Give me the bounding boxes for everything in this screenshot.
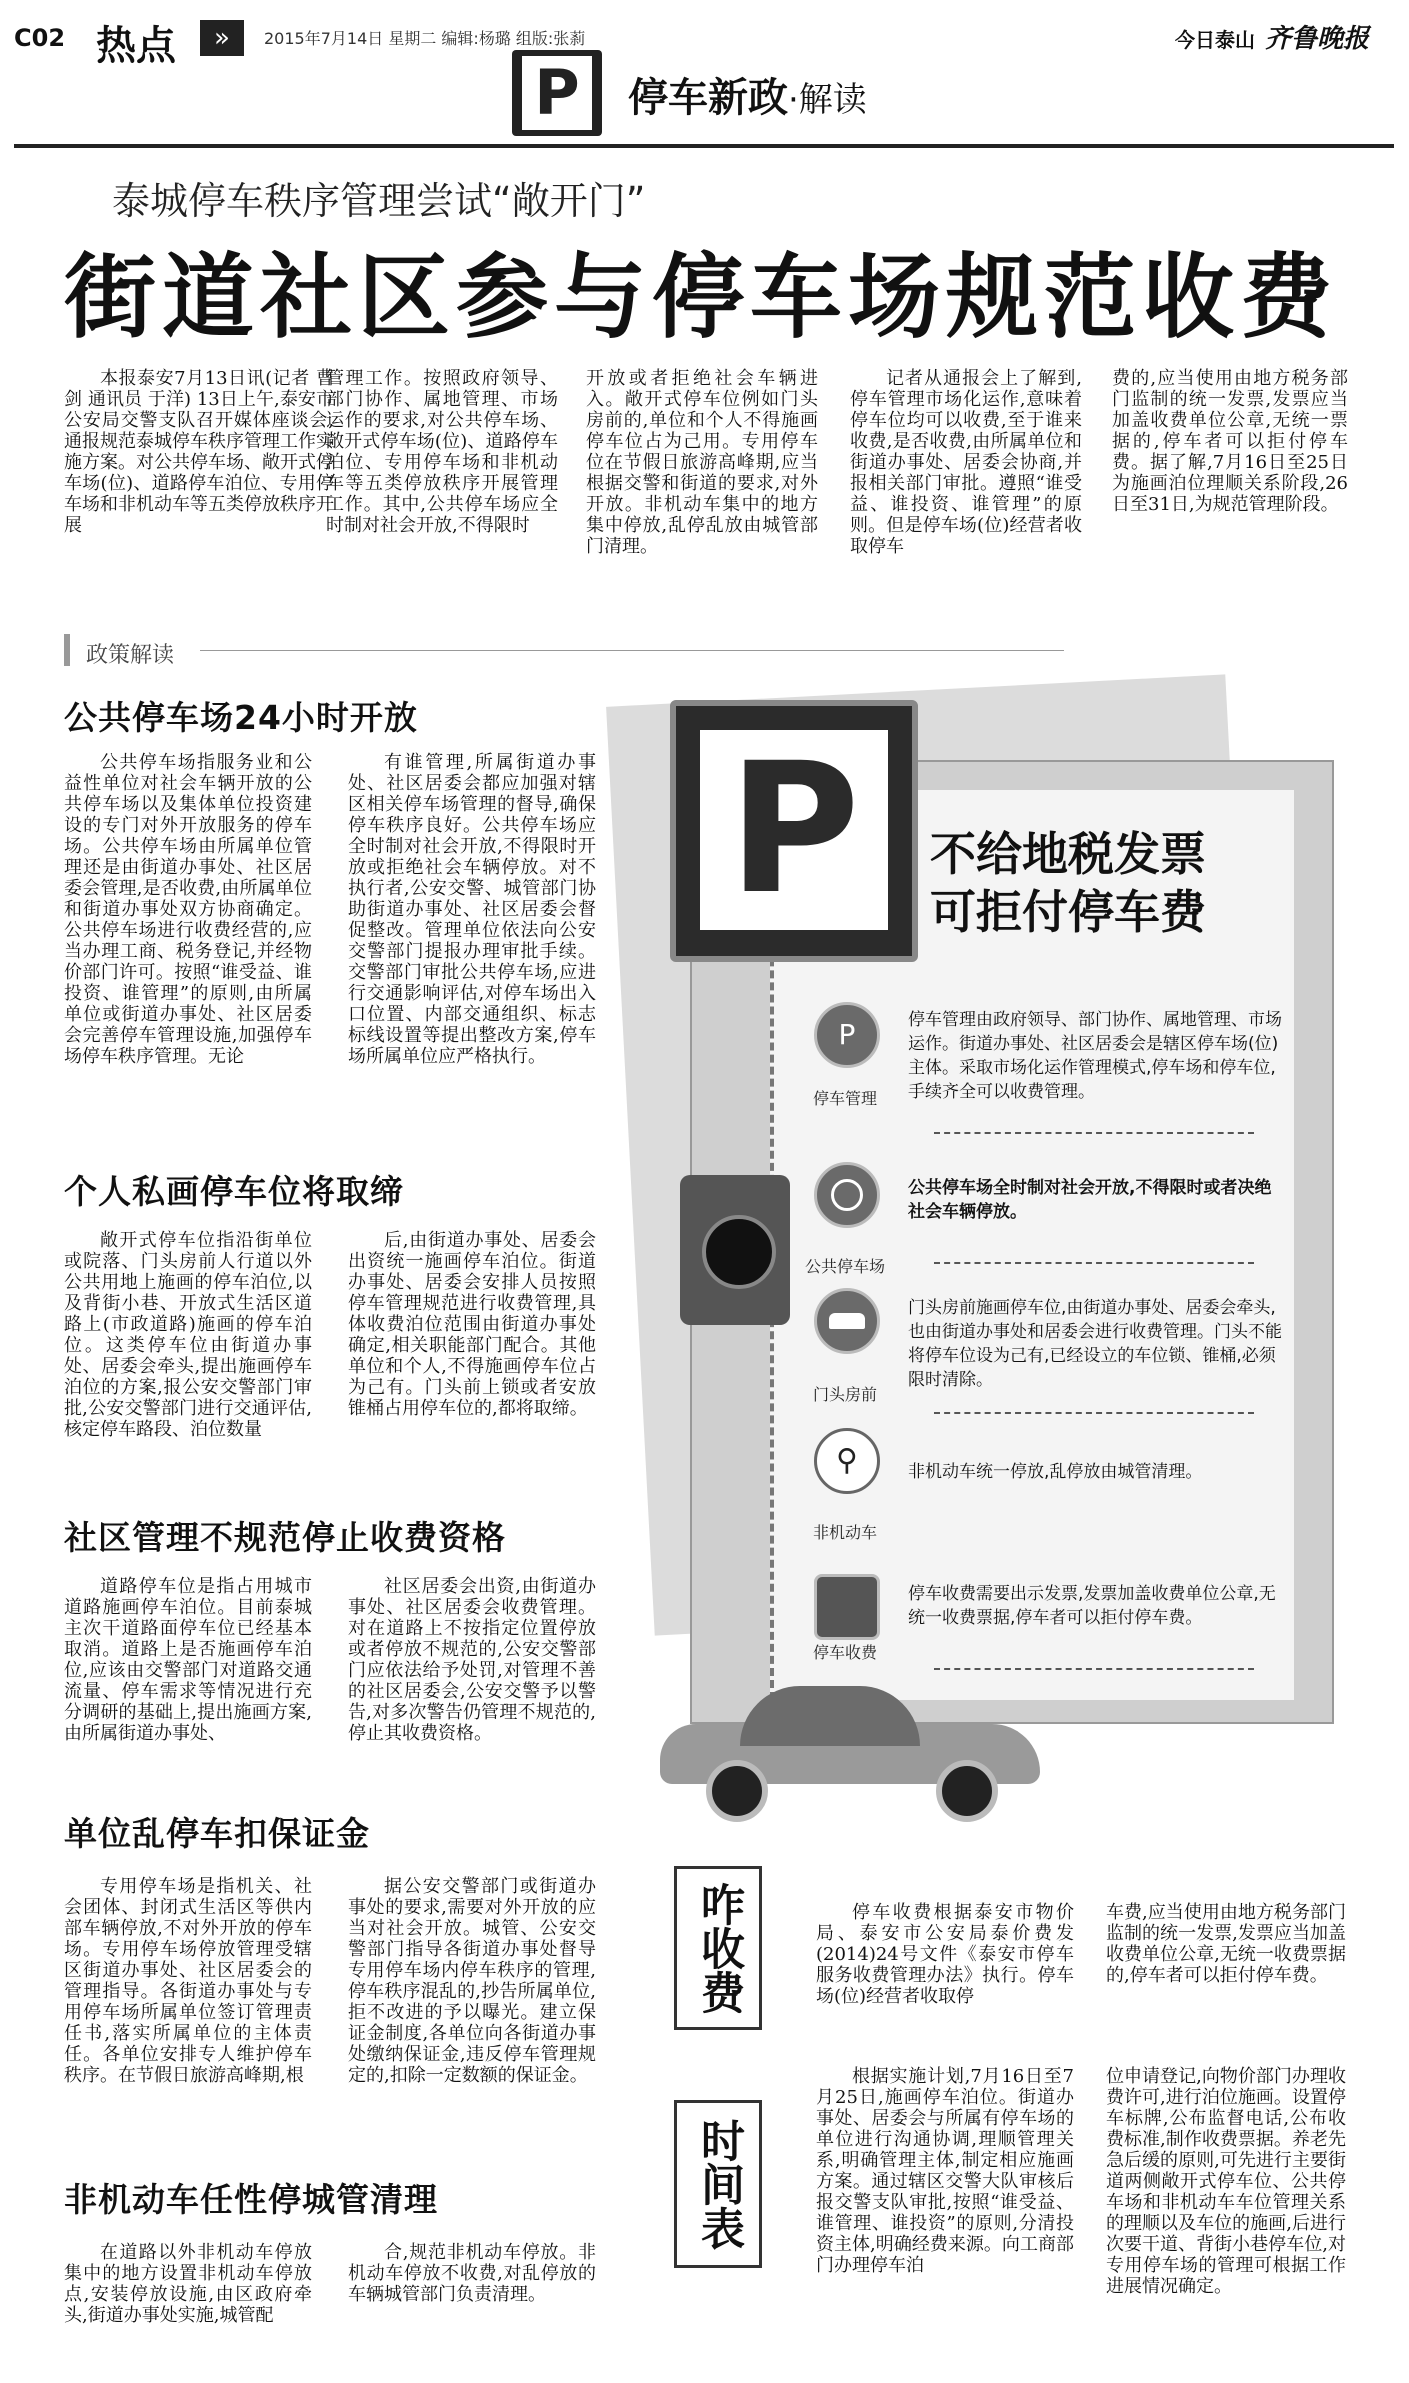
- section-name: 热点: [96, 22, 176, 69]
- section-3-title: 社区管理不规范停止收费资格: [64, 1518, 506, 1557]
- lead-col-4: [850, 368, 1082, 557]
- lead-col-5: [1112, 368, 1348, 515]
- tag-zuo-shoufei: [674, 1866, 762, 2030]
- info-text-4: 非机动车统一停放,乱停放由城管清理。: [908, 1462, 1203, 1482]
- parking-car-icon-glyph: P: [838, 1018, 856, 1051]
- section-5-title: 非机动车任性停城管清理: [64, 2180, 438, 2219]
- header-rule: [14, 144, 1394, 148]
- infographic-p-letter: P: [700, 730, 888, 930]
- info-divider-5: [934, 1668, 1254, 1670]
- shijianbiao-right-text: 位申请登记,向物价部门办理收费许可,进行泊位施画。设置停车标牌,公布监督电话,公布收费标准,制作收费票据。养老先急后缓的原则,可先进行主要街道两侧敞开式停车位、公共停车场和非机动车车位管理关系的理顺以及车位的施画,后进行次要干道、背街小巷停车位,对专用停车场的管理可根据工作进展情况确定。: [1106, 2066, 1346, 2297]
- info-label-2: 公共停车场: [804, 1257, 885, 1276]
- section-4-right: [348, 1876, 596, 2086]
- bicycle-icon: [814, 1428, 880, 1494]
- zuo-shoufei-left: [816, 1902, 1074, 2007]
- section-1-right-text: 有谁管理,所属街道办事处、社区居委会都应加强对辖区相关停车场管理的督导,确保停车秩序良好。公共停车场应全时制对社会开放,不得限时开放或拒绝社会车辆停放。对不执行者,公安交警、城管部门协助街道办事处、社区居委会督促整改。管理单位依法向公安交警部门提报办理审批手续。交警部门审批公共停车场,应进行交通影响评估,对停车场出入口位置、内部交通组织、标志标线设置等提出整改方案,停车场所属单位应严格执行。: [348, 752, 596, 1067]
- lead-col-3: [586, 368, 818, 557]
- section-2-left: [64, 1230, 312, 1440]
- section-5-right: [348, 2242, 596, 2305]
- alarm-clock-icon: [814, 1162, 880, 1228]
- section-4-left: [64, 1876, 312, 2086]
- section-1-title: 公共停车场24小时开放: [64, 698, 418, 737]
- car-wheel-front: [706, 1760, 768, 1822]
- info-text-2: 公共停车场全时制对社会开放,不得限时或者决绝社会车辆停放。: [908, 1178, 1272, 1222]
- info-divider-2: [934, 1262, 1254, 1264]
- section-2-right-text: 后,由街道办事处、居委会出资统一施画停车泊位。街道办事处、居委会安排人员按照停车管理规范进行收费管理,具体收费泊位范围由街道办事处确定,相关职能部门配合。其他单位和个人,不得施画停车位占为己有。门头前上锁或者安放锥桶占用停车位的,都将取缔。: [348, 1230, 596, 1419]
- lead-col-3-text: 开放或者拒绝社会车辆进入。敞开式停车位例如门头房前的,单位和个人不得施画停车位占为己用。专用停车位在节假日旅游高峰期,应当根据交警和街道的要求,对外开放。非机动车集中的地方集中停放,乱停乱放由城管部门清理。: [586, 368, 818, 557]
- section-4-left-text: 专用停车场是指机关、社会团体、封闭式生活区等供内部车辆停放,不对外开放的停车场。专用停车场停放管理受辖区街道办事处、社区居委会的管理指导。各街道办事处与专用停车场所属单位签订管理责任书,落实所属单位的主体责任。各单位安排专人维护停车秩序。在节假日旅游高峰期,根: [64, 1876, 312, 2086]
- car-cabin: [740, 1686, 920, 1746]
- banner-parking-logo: [512, 50, 602, 136]
- paper-logo: 齐鲁晚报: [1265, 24, 1370, 54]
- shijianbiao-left: [816, 2066, 1074, 2276]
- section-4-right-text: 据公安交警部门或街道办事处的要求,需要对外开放的应当对社会开放。城管、公安交警部门指导各街道办事处督导专用停车场内停车秩序的管理,停车秩序混乱的,抄告所属单位,拒不改进的予以曝光。建立保证金制度,各单位向各街道办事处缴纳保证金,违反停车管理规定的,扣除一定数额的保证金。: [348, 1876, 596, 2086]
- section-3-left-text: 道路停车位是指占用城市道路施画停车泊位。目前泰城主次干道路面停车位已经基本取消。道路上是否施画停车泊位,应该由交警部门对道路交通流量、停车需求等情况进行充分调研的基础上,提出施画方案,由所属街道办事处、: [64, 1576, 312, 1744]
- wallet-icon: [814, 1574, 880, 1640]
- section-2-right: [348, 1230, 596, 1419]
- info-text-5: 停车收费需要出示发票,发票加盖收费单位公章,无统一收费票据,停车者可以拒付停车费。: [908, 1584, 1276, 1628]
- info-label-5: 停车收费: [812, 1643, 877, 1662]
- shijianbiao-left-text: 根据实施计划,7月16日至7月25日,施画停车泊位。街道办事处、居委会与所属有停车场的单位进行沟通协调,理顺管理关系,明确管理主体,制定相应施画方案。通过辖区交警大队审核后报交警支队审批,按照“谁受益、谁管理、谁投资”的原则,分清投资主体,明确经费来源。向工商部门办理停车泊: [816, 2066, 1074, 2276]
- infographic-title-1: 不给地税发票: [930, 827, 1206, 881]
- banner-title: [628, 66, 867, 123]
- car-wheel-rear: [936, 1760, 998, 1822]
- strap-button: [702, 1215, 776, 1289]
- info-label-3: 门头房前: [812, 1385, 877, 1404]
- banner-p-letter: P: [522, 56, 592, 130]
- section-3-right-text: 社区居委会出资,由街道办事处、社区居委会收费管理。对在道路上不按指定位置停放或者停放不规范的,公安交警部门应依法给予处罚,对管理不善的社区居委会,公安交警予以警告,对多次警告仍管理不规范的,停止其收费资格。: [348, 1576, 596, 1744]
- policy-label-box: [64, 634, 200, 666]
- info-label-1: 停车管理: [812, 1089, 877, 1108]
- section-5-left-text: 在道路以外非机动车停放集中的地方设置非机动车停放点,安装停放设施,由区政府牵头,街道办事处实施,城管配: [64, 2242, 312, 2326]
- infographic-strap: [680, 1175, 790, 1325]
- section-3-right: [348, 1576, 596, 1744]
- infographic-title-2: 可拒付停车费: [930, 885, 1206, 939]
- info-text-3: 门头房前施画停车位,由街道办事处、居委会牵头,也由街道办事处和居委会进行收费管理。门头不能将停车位设为己有,已经设立的车位锁、锥桶,必须限时清除。: [908, 1298, 1282, 1390]
- info-label-4: 非机动车: [812, 1523, 877, 1542]
- edition-name: 今日泰山: [1175, 28, 1255, 52]
- section-arrow-icon: »: [200, 20, 244, 56]
- car-front-icon: [814, 1288, 880, 1354]
- section-1-right: [348, 752, 596, 1067]
- infographic-parking-logo: [670, 700, 918, 962]
- lead-col-2: [326, 368, 558, 536]
- lead-col-1-text: 本报泰安7月13日讯(记者 曹剑 通讯员 于洋) 13日上午,泰安市公安局交警支队召开媒体座谈会,通报规范泰城停车秩序管理工作实施方案。对公共停车场、敞开式停车场(位)、道路停车泊位、专用停车场和非机动车等五类停放秩序开展: [64, 368, 334, 536]
- zuo-shoufei-left-text: 停车收费根据泰安市物价局、泰安市公安局泰价费发(2014)24号文件《泰安市停车服务收费管理办法》执行。停车场(位)经营者收取停: [816, 1902, 1074, 2007]
- section-2-left-text: 敞开式停车位指沿街单位或院落、门头房前人行道以外公共用地上施画的停车泊位,以及背街小巷、开放式生活区道路上(市政道路)施画的停车泊位。这类停车位由街道办事处、居委会牵头,提出施画停车泊位的方案,报公安交警部门审批,公安交警部门进行交通评估,核定停车路段、泊位数量: [64, 1230, 312, 1440]
- section-5-right-text: 合,规范非机动车停放。非机动车停放不收费,对乱停放的车辆城管部门负责清理。: [348, 2242, 596, 2305]
- info-divider-3: [934, 1412, 1254, 1414]
- section-2-title: 个人私画停车位将取缔: [64, 1172, 404, 1211]
- tag-shijianbiao-text: 时间表: [693, 2118, 744, 2250]
- parking-car-icon: [814, 1002, 880, 1068]
- lead-col-4-text: 记者从通报会上了解到,停车管理市场化运作,意味着停车位均可以收费,至于谁来收费,是否收费,由所属单位和街道办事处、居委会协商,并报相关部门审批。遵照“谁受益、谁投资、谁管理”的原则。但是停车场(位)经营者收取停车: [850, 368, 1082, 557]
- section-3-left: [64, 1576, 312, 1744]
- headline-kicker: 泰城停车秩序管理尝试“敞开门”: [112, 179, 646, 223]
- zuo-shoufei-right-text: 车费,应当使用由地方税务部门监制的统一发票,发票应当加盖收费单位公章,无统一收费票据的,停车者可以拒付停车费。: [1106, 1902, 1346, 1986]
- banner-title-main: 停车新政: [628, 75, 788, 121]
- lead-col-2-text: 管理工作。按照政府领导、部门协作、属地管理、市场运作的要求,对公共停车场、敞开式停车场(位)、道路停车泊位、专用停车场和非机动车等五类停放秩序开展管理工作。其中,公共停车场应全时制对社会开放,不得限时: [326, 368, 558, 536]
- banner-title-sub: ·解读: [788, 80, 867, 120]
- zuo-shoufei-right: [1106, 1902, 1346, 1986]
- policy-rule: [64, 650, 1064, 651]
- clock-face: [831, 1179, 863, 1211]
- info-divider-1: [934, 1132, 1254, 1134]
- tag-zuo-shoufei-text: 咋收费: [693, 1882, 744, 2014]
- headline-main: 街道社区参与停车场规范收费: [64, 244, 1339, 351]
- issue-meta: 2015年7月14日 星期二 编辑:杨璐 组版:张䓭: [264, 29, 586, 48]
- section-1-left: [64, 752, 312, 1067]
- section-4-title: 单位乱停车扣保证金: [64, 1814, 370, 1853]
- policy-label: 政策解读: [86, 643, 175, 668]
- car-illustration: [660, 1680, 1040, 1810]
- page-number: C02: [14, 24, 66, 52]
- section-5-left: [64, 2242, 312, 2326]
- car-glyph: [829, 1313, 865, 1329]
- section-1-left-text: 公共停车场指服务业和公益性单位对社会车辆开放的公共停车场以及集体单位投资建设的专门对外开放服务的停车场。公共停车场由所属单位管理还是由街道办事处、社区居委会管理,是否收费,由所属单位和街道办事处双方协商确定。公共停车场进行收费经营的,应当办理工商、税务登记,并经物价部门许可。按照“谁受益、谁投资、谁管理”的原则,由所属单位或街道办事处、社区居委会完善停车管理设施,加强停车场停车秩序管理。无论: [64, 752, 312, 1067]
- lead-col-5-text: 费的,应当使用由地方税务部门监制的统一发票,发票应当加盖收费单位公章,无统一票据的,停车者可以拒付停车费。据了解,7月16日至25日为施画泊位理顺关系阶段,26日至31日,为规范管理阶段。: [1112, 368, 1348, 515]
- bicycle-glyph: ⚲: [836, 1443, 858, 1478]
- info-text-1: 停车管理由政府领导、部门协作、属地管理、市场运作。街道办事处、社区居委会是辖区停车场(位)主体。采取市场化运作管理模式,停车场和停车位,手续齐全可以收费管理。: [908, 1010, 1282, 1102]
- tag-shijianbiao: [674, 2100, 762, 2268]
- shijianbiao-right: [1106, 2066, 1346, 2297]
- lead-col-1: [64, 368, 334, 536]
